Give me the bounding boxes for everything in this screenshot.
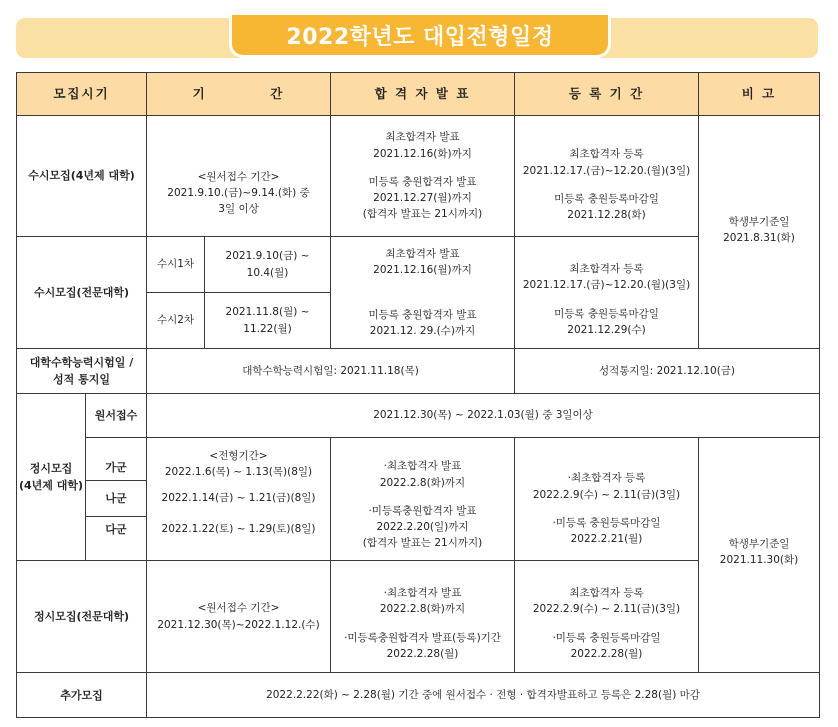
- header-period: 모집시기: [17, 73, 147, 116]
- susi-4year-label: 수시모집(4년제 대학): [17, 116, 147, 237]
- announce-first-date: 2021.12.16(화)까지: [373, 147, 472, 160]
- group-da-label: 다군: [86, 517, 147, 561]
- register-first-label: 최초합격자 등록: [569, 148, 644, 161]
- admission-schedule-table: [16, 72, 820, 718]
- jeongsi-college-label: 정시모집(전문대학): [17, 561, 147, 673]
- register-extra-date: 2021.12.28(화): [567, 209, 646, 222]
- jeongsi-college-announce: [331, 561, 515, 673]
- susi-4year-period: [147, 116, 331, 237]
- jeongsi-label-line1: 정시모집: [29, 461, 73, 475]
- register-extra-label: 미등록 충원등록마감일: [554, 307, 659, 320]
- group-ga-label: 가군: [86, 438, 147, 481]
- susi-college-announce: [331, 237, 515, 349]
- register-extra-date: 2022.2.28(월): [570, 647, 643, 660]
- csat-label-line2: 성적 통지일: [53, 373, 110, 386]
- register-first-label: 최초합격자 등록: [569, 587, 644, 599]
- register-first-date: 2021.12.17.(금)~12.20.(월)(3일): [522, 164, 691, 177]
- register-first-date: 2021.12.17.(금)~12.20.(월)(3일): [522, 279, 691, 292]
- header-announce: 합 격 자 발 표: [331, 73, 515, 116]
- register-extra-date: 2021.12.29(수): [567, 323, 646, 336]
- row-susi-4year: [17, 116, 820, 237]
- period-title: <원서접수 기간>: [197, 170, 280, 183]
- announce-extra-date: 2021.12. 29.(수)까지: [369, 324, 476, 337]
- row-extra: [17, 673, 820, 718]
- susi-4year-announce: [331, 116, 515, 237]
- announce-first-label: ·최초합격자 발표: [383, 587, 462, 599]
- announce-note: (합격자 발표는 21시까지): [362, 537, 483, 550]
- register-extra-label: ·미등록 충원등록마감일: [552, 631, 661, 644]
- register-extra-label: 미등록 충원등록마감일: [554, 193, 659, 205]
- susi-round2-period: 2021.11.8(월) ~ 11.22(월): [205, 293, 331, 349]
- susi-note: [699, 116, 820, 349]
- announce-extra-date: 2022.2.20(일)까지: [376, 521, 469, 534]
- period-title: <전형기간>: [209, 450, 268, 462]
- period-dates: 2021.9.10.(금)~9.14.(화) 중: [167, 186, 310, 199]
- register-extra-date: 2022.2.21(월): [570, 533, 643, 546]
- susi-round2-label: 수시2차: [147, 293, 205, 349]
- announce-first-label: 최초합격자 발표: [385, 131, 460, 144]
- jeongsi-4year-register: [515, 438, 699, 561]
- jeongsi-college-period: [147, 561, 331, 673]
- row-jeongsi-ga: [17, 438, 820, 481]
- note-label: 학생부기준일: [728, 538, 790, 550]
- announce-extra-label: 미등록 충원합격자 발표: [368, 308, 477, 321]
- susi-college-register: [515, 237, 699, 349]
- register-extra-label: ·미등록 충원등록마감일: [552, 517, 661, 530]
- period-title: <원서접수 기간>: [197, 602, 280, 615]
- group-da-period: 2022.1.22(토) ~ 1.29(토)(8일): [147, 517, 331, 561]
- susi-college-label: 수시모집(전문대학): [17, 237, 147, 349]
- period-ga: 2022.1.6(목) ~ 1.13(목)(8일): [164, 466, 313, 479]
- csat-label: [17, 349, 147, 394]
- extra-label: 추가모집: [17, 673, 147, 718]
- group-ga-period: [147, 438, 331, 481]
- susi-4year-register: [515, 116, 699, 237]
- announce-first-date: 2021.12.16(월)까지: [373, 264, 472, 277]
- group-na-period: 2022.1.14(금) ~ 1.21(금)(8일): [147, 481, 331, 517]
- announce-extra-date: 2021.12.27(월)까지: [373, 192, 472, 205]
- announce-first-label: ·최초합격자 발표: [383, 460, 462, 473]
- register-first-date: 2022.2.9(수) ~ 2.11(금)(3일): [532, 603, 681, 616]
- announce-extra-label: 미등록 충원합격자 발표: [368, 175, 477, 188]
- jeongsi-college-register: [515, 561, 699, 673]
- row-csat: [17, 349, 820, 394]
- group-na-label: 나군: [86, 481, 147, 517]
- susi-round1-label: 수시1차: [147, 237, 205, 293]
- header-duration: 기 간: [147, 73, 331, 116]
- note-date: 2021.8.31(화): [723, 232, 795, 245]
- announce-extra-date: 2022.2.28(월): [386, 647, 459, 660]
- jeongsi-apply-period: 2021.12.30(목) ~ 2022.1.03(월) 중 3일이상: [147, 394, 820, 438]
- announce-extra-label: ·미등록충원합격자 발표: [368, 504, 477, 517]
- note-date: 2021.11.30(화): [719, 554, 799, 567]
- csat-notice-date: 성적통지일: 2021.12.10(금): [515, 349, 820, 394]
- header-note: 비 고: [699, 73, 820, 116]
- announce-first-date: 2022.2.8(화)까지: [379, 603, 466, 616]
- period-dates: 2021.12.30(목)~2022.1.12.(수): [157, 618, 320, 631]
- header-row: [17, 73, 820, 116]
- header-register: 등 록 기 간: [515, 73, 699, 116]
- note-label: 학생부기준일: [728, 216, 790, 228]
- jeongsi-apply-label: 원서접수: [86, 394, 147, 438]
- register-first-label: ·최초합격자 등록: [567, 472, 646, 485]
- announce-first-date: 2022.2.8(화)까지: [379, 476, 466, 489]
- period-days: 3일 이상: [218, 203, 259, 216]
- register-first-date: 2022.2.9(수) ~ 2.11(금)(3일): [532, 488, 681, 501]
- announce-extra-label: ·미등록충원합격자 발표(등록)기간: [344, 631, 501, 644]
- extra-text: 2022.2.22(화) ~ 2.28(월) 기간 중에 원서접수 · 전형 · 합격자발표하고 등록은 2.28(월) 마감: [147, 673, 820, 718]
- jeongsi-note: [699, 438, 820, 673]
- announce-first-label: 최초합격자 발표: [385, 247, 460, 260]
- jeongsi-4year-announce: [331, 438, 515, 561]
- jeongsi-4year-label: [17, 394, 86, 561]
- row-jeongsi-apply: [17, 394, 820, 438]
- page-title: 2022학년도 대입전형일정: [229, 15, 611, 58]
- csat-label-line1: 대학수학능력시험일 /: [29, 355, 134, 369]
- csat-exam-date: 대학수학능력시험일: 2021.11.18(목): [147, 349, 515, 394]
- susi-round1-period: 2021.9.10(금) ~ 10.4(월): [205, 237, 331, 293]
- announce-note: (합격자 발표는 21시까지): [362, 208, 483, 221]
- register-first-label: 최초합격자 등록: [569, 262, 644, 275]
- jeongsi-label-line2: (4년제 대학): [18, 479, 84, 493]
